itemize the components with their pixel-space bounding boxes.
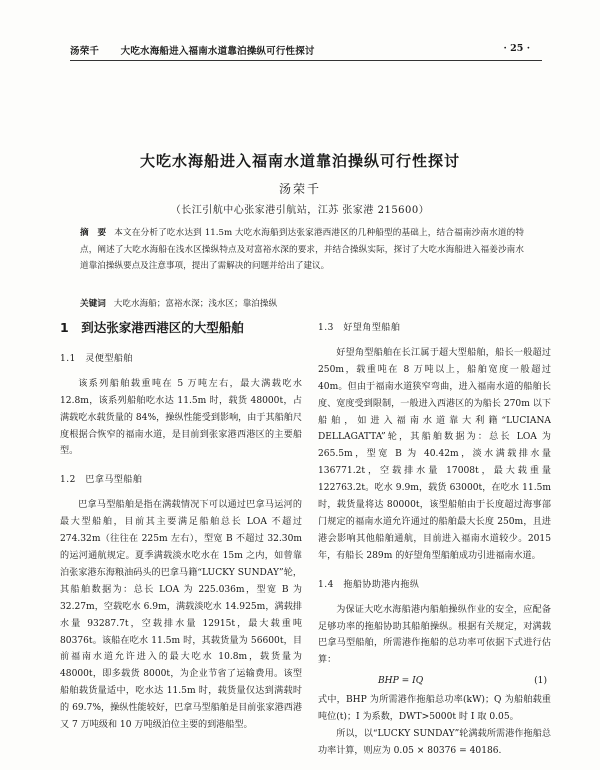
abstract-label: 摘 要	[80, 228, 107, 238]
article-title: 大吃水海船进入福南水道靠泊操纵可行性探讨	[139, 152, 460, 170]
header-left	[70, 43, 315, 57]
paragraph-1-2: 巴拿马型船舶是指在满载情况下可以通过巴拿马运河的最大型船舶，目前其主要满足船舶总长 LOA 不超过 274.32m（往往在 225m 左右），型宽 B 不超过 32.30m 的运河通航规定。夏季满载淡水吃水在 15m 之内，如曾靠泊张家港东海粮油码头的巴拿马籍“LUCKY SUNDAY”轮，其船舶数据为：总长 LOA 为 225.036m，型宽 B 为 32.27m，空载吃水 6.9m，满载淡吃水 14.925m，满载排水量 93287.7t，空载排水量 12915t，最大载重吨 80376t。该船在吃水 11.5m 时，其载货量为 56600t，目前福南水道允许进入的最大吃水 10.8m，载货量为 48000t，即多载货 8000t，为企业节省了运输费用。该型船舶载货量适中，吃水达 11.5m 时，载货量仅达到满载时的 69.7%，操纵性能较好，巴拿马型船舶是目前张家港西港又 7 万吨级和 10 万吨级泊位主要的到港船型。	[60, 500, 302, 731]
equation-1	[318, 673, 551, 690]
header-running-title: 大吃水海船进入福南水道靠泊操纵可行性探讨	[120, 46, 315, 57]
keywords	[80, 297, 524, 309]
page-number: · 25 ·	[503, 43, 530, 54]
equation-explanation: 式中，BHP 为所需港作拖船总功率(kW)；Q 为船舶载重吨位(t)；I 为系数，DWT>5000t 时 I 取 0.05。	[318, 695, 551, 723]
header-rule	[70, 60, 542, 61]
subsection-heading-1-4: 1.4 拖船协助港内拖纵	[318, 579, 420, 590]
section-heading-1: 1 到达张家港西港区的大型船舶	[60, 320, 244, 335]
subsection-heading-1-3: 1.3 好望角型船舶	[318, 323, 401, 333]
paragraph-1-4: 为保证大吃水海船港内船舶操纵作业的安全，应配备足够功率的拖船协助其船舶操纵。根据有关规定，对满载巴拿马型船舶，所需港作拖船的总功率可依据下式进行估算：	[318, 604, 551, 666]
equation-number: (1)	[534, 676, 547, 687]
keywords-label: 关键词	[80, 299, 106, 309]
abstract-text: 本文在分析了吃水达到 11.5m 大吃水海船到达张家港西港区的几种船型的基础上，结合福南沙南水道的特点，阐述了大吃水海船在浅水区操纵特点及对富裕水深的要求，并结合操纵实际，探讨了大吃水海船进入福姜沙南水道靠泊操纵要点及注意事项，提出了需解决的问题并给出了建议。	[80, 228, 524, 271]
equation-expression: BHP = IQ	[378, 676, 424, 687]
header-author: 汤荣千	[70, 46, 100, 57]
keywords-text: 大吃水海船；富裕水深；浅水区；靠泊操纵	[113, 299, 278, 309]
article-author: 汤荣千	[278, 182, 321, 196]
paragraph-tug-power: 所以，以“LUCKY SUNDAY”轮满载所需港作拖船总功率计算，则应为 0.05 × 80376 = 40186.	[318, 728, 551, 756]
running-header	[70, 43, 530, 57]
left-column	[60, 320, 302, 734]
subsection-heading-1-1: 1.1 灵便型船舶	[60, 353, 133, 364]
right-column	[318, 320, 551, 760]
subsection-heading-1-2: 1.2 巴拿马型船舶	[60, 475, 143, 486]
author-affiliation: （长江引航中心张家港引航站，江苏 张家港 215600）	[170, 205, 430, 216]
abstract	[80, 225, 524, 275]
paragraph-1-1: 该系列船舶载重吨在 5 万吨左右，最大满载吃水 12.8m，该系列船舶吃水达 11.5m 时，载货 48000t，占满载吃水载货量的 84%，操纵性能受到影响，由于其船舶尺度根据合恢窄的福南水道，是目前到张家港西港区的主要船型。	[60, 378, 302, 457]
paragraph-1-3: 好望角型船舶在长江属于超大型船舶，船长一般超过 250m，载重吨在 8 万吨以上，船舶宽度一般超过 40m。但由于福南水道狭窄弯曲，进入福南水道的船舶长度、宽度受到限制，一般进入西港区的为船长 270m 以下船舶，如进入福南水道靠大利籍“LUCIANA DELLAGATTA”轮，其船舶数据为：总长 LOA 为 265.5m，型宽 B 为 40.42m，淡水满载排水量 136771.2t，空载排水量 17008t，最大载重量 122763.2t。吃水 9.9m，载货 63000t，在吃水 11.5m 时，载货量将达 80000t，该型船舶由于长度超过海事部门规定的福南水道允许通过的船舶最大长度 250m，且进港会影响其他船舶通航，目前进入福南水道较少。2015 年，有船长 289m 的好望角型船舶成功引进福南水道。	[318, 347, 551, 561]
